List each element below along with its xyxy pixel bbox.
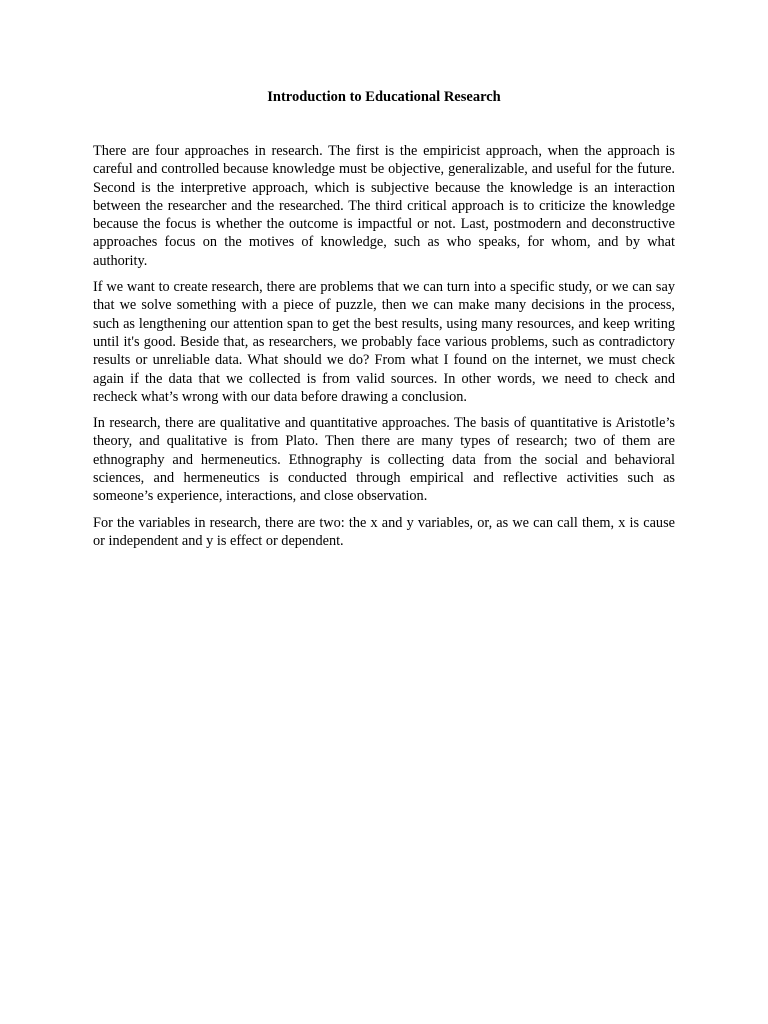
document-body (93, 142, 675, 558)
paragraph-qualitative-quantitative: In research, there are qualitative and quantitative approaches. The basis of quantitative is Aristotle’s theory, and qualitative is from Plato. Then there are many types of research; two of them are ethnography and hermeneutics. Ethnography is collecting data from the social and behavioral sciences, and hermeneutics is conducted through empirical and reflective activities such as someone’s experience, interactions, and close observation. (93, 415, 675, 505)
document-title: Introduction to Educational Research (267, 89, 501, 105)
paragraph-variables: For the variables in research, there are two: the x and y variables, or, as we can call them, x is cause or independent and y is effect or dependent. (93, 514, 675, 549)
paragraph-research-problems: If we want to create research, there are problems that we can turn into a specific study, or we can say that we solve something with a piece of puzzle, then we can make many decisions in the process, such as lengthening our attention span to get the best results, using many resources, and keep writing until it's good. Beside that, as researchers, we probably face various problems, such as contradictory results or unreliable data. What should we do? From what I found on the internet, we must check again if the data that we collected is from valid sources. In other words, we need to check and recheck what’s wrong with our data before drawing a conclusion. (93, 279, 675, 405)
paragraph-approaches: There are four approaches in research. The first is the empiricist approach, when the approach is careful and controlled because knowledge must be objective, generalizable, and useful for the future. Second is the interpretive approach, which is subjective because the knowledge is an interaction between the researcher and the researched. The third critical approach is to criticize the knowledge because the focus is whether the outcome is impactful or not. Last, postmodern and deconstructive approaches focus on the motives of knowledge, such as who speaks, for whom, and by what authority. (93, 143, 675, 269)
